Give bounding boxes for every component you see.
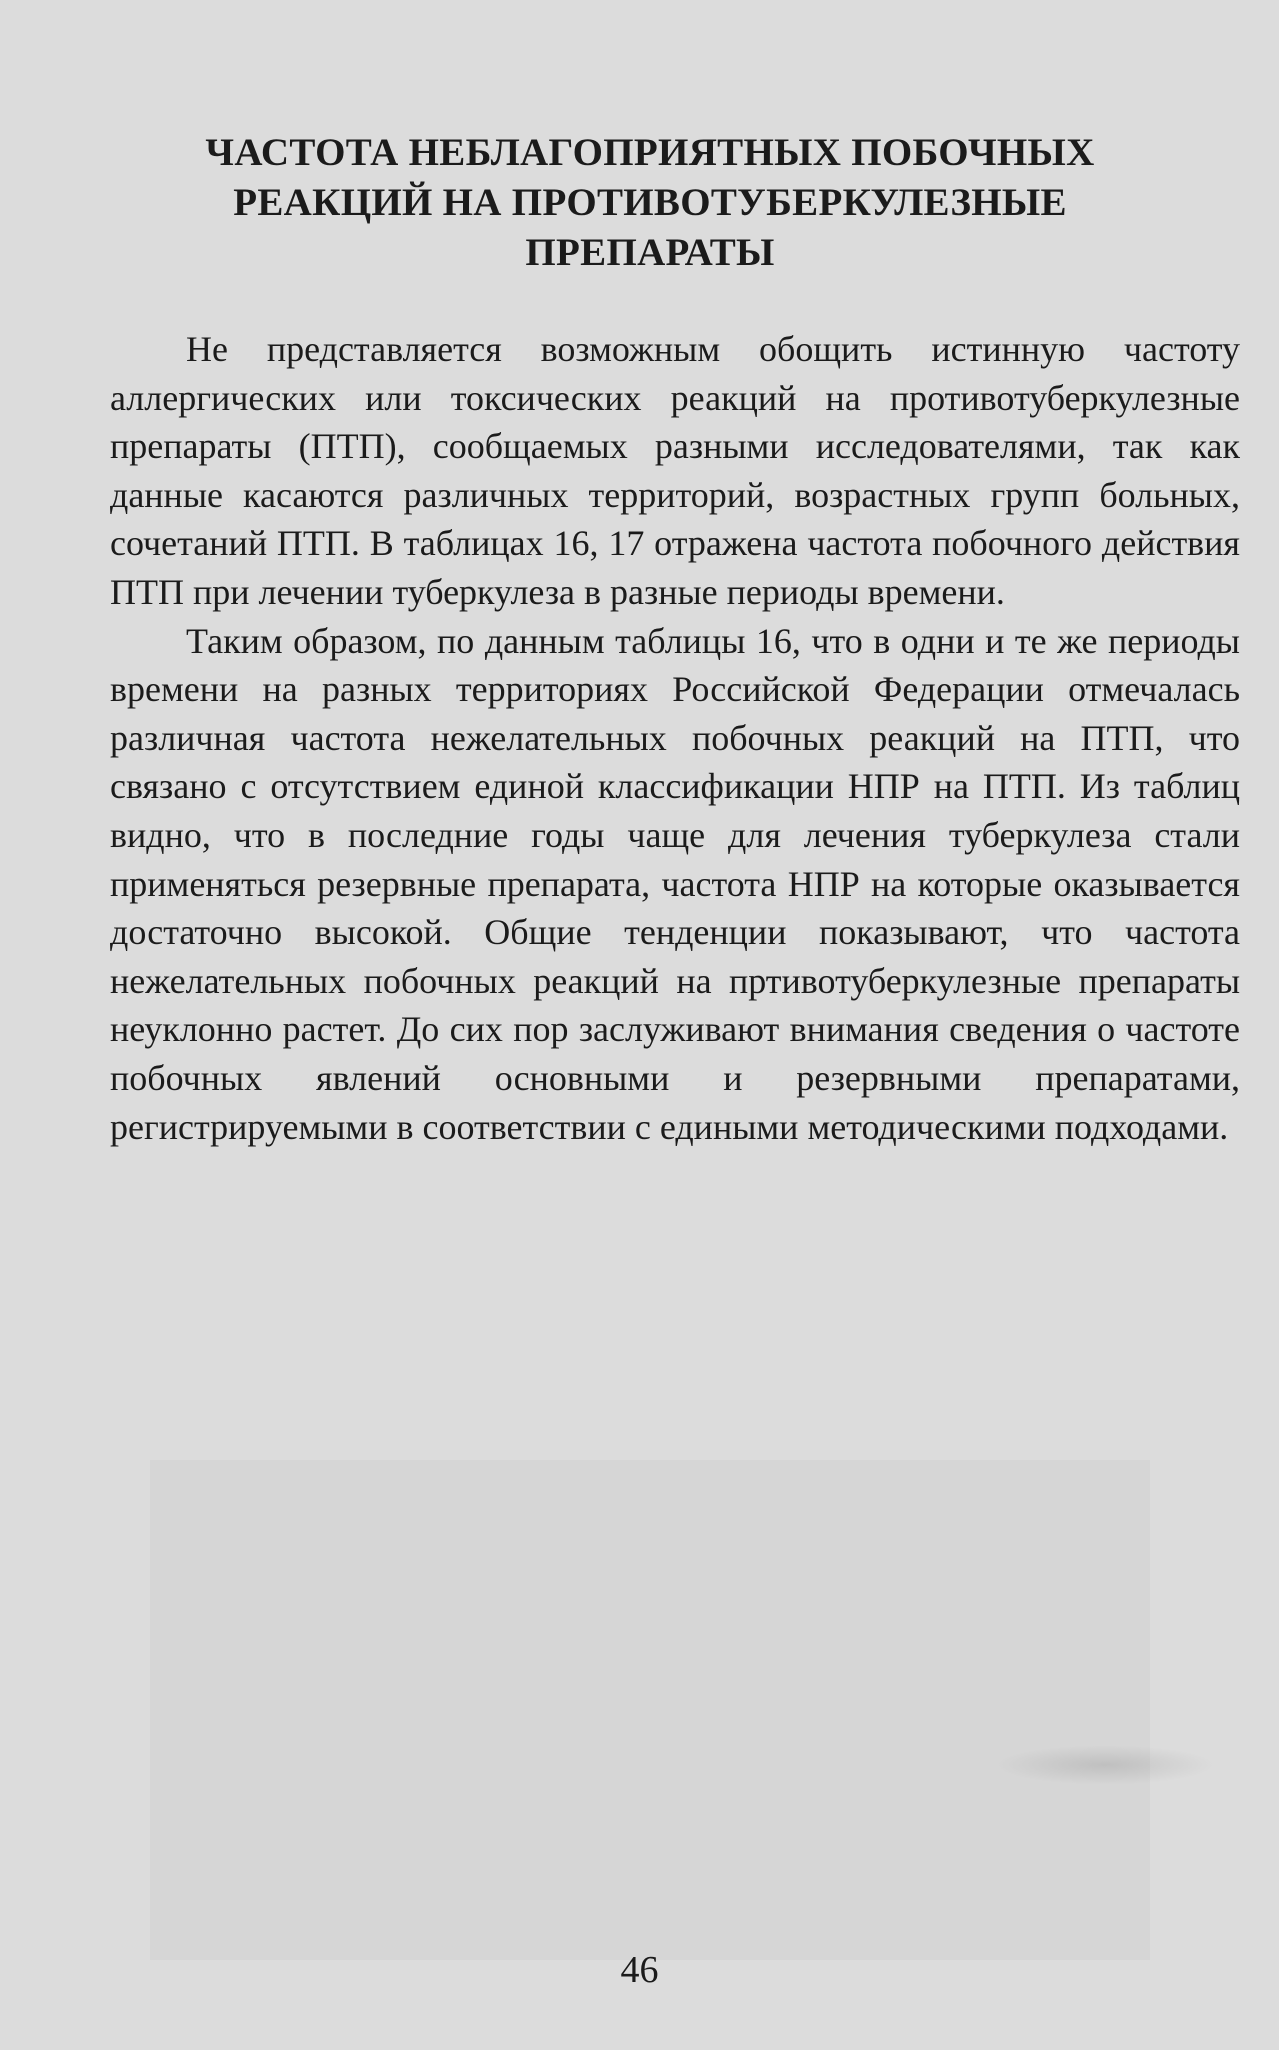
title-line-1: ЧАСТОТА НЕБЛАГОПРИЯТНЫХ ПОБОЧНЫХ (205, 131, 1095, 174)
title-line-2: РЕАКЦИЙ НА ПРОТИВОТУБЕРКУЛЕЗНЫЕ (233, 181, 1067, 224)
page-number: 46 (620, 1949, 659, 1991)
paragraph-1: Не представляется возможным обощить истинную частоту аллергических или токсических реакций на противотуберкулезные препараты (ПТП), сообщаемых разными исследователями, так как данные касаются различных территорий, возрастных групп больных, сочетаний ПТП. В таблицах 16, 17 отражена частота побочного действия ПТП при лечении туберкулеза в разные периоды времени. (110, 329, 1240, 612)
section-title (110, 128, 1190, 278)
scan-smudge (995, 1745, 1215, 1785)
bleed-through-shadow (150, 1460, 1150, 1960)
title-line-3: ПРЕПАРАТЫ (525, 231, 775, 274)
paragraph-2: Таким образом, по данным таблицы 16, что в одни и те же периоды времени на разных территориях Российской Федерации отмечалась различная частота нежелательных побочных реакций на ПТП, что связано с отсутствием единой классификации НПР на ПТП. Из таблиц видно, что в последние годы чаще для лечения туберкулеза стали применяться резервные препарата, частота НПР на которые оказывается достаточно высокой. Общие тенденции показывают, что частота нежелательных побочных реакций на пртивотуберкулезные препараты неуклонно растет. До сих пор заслуживают внимания сведения о частоте побочных явлений основными и резервными препаратами, регистрируемыми в соответствии с едиными методическими подходами. (110, 620, 1240, 1147)
body-text (110, 325, 1240, 1151)
